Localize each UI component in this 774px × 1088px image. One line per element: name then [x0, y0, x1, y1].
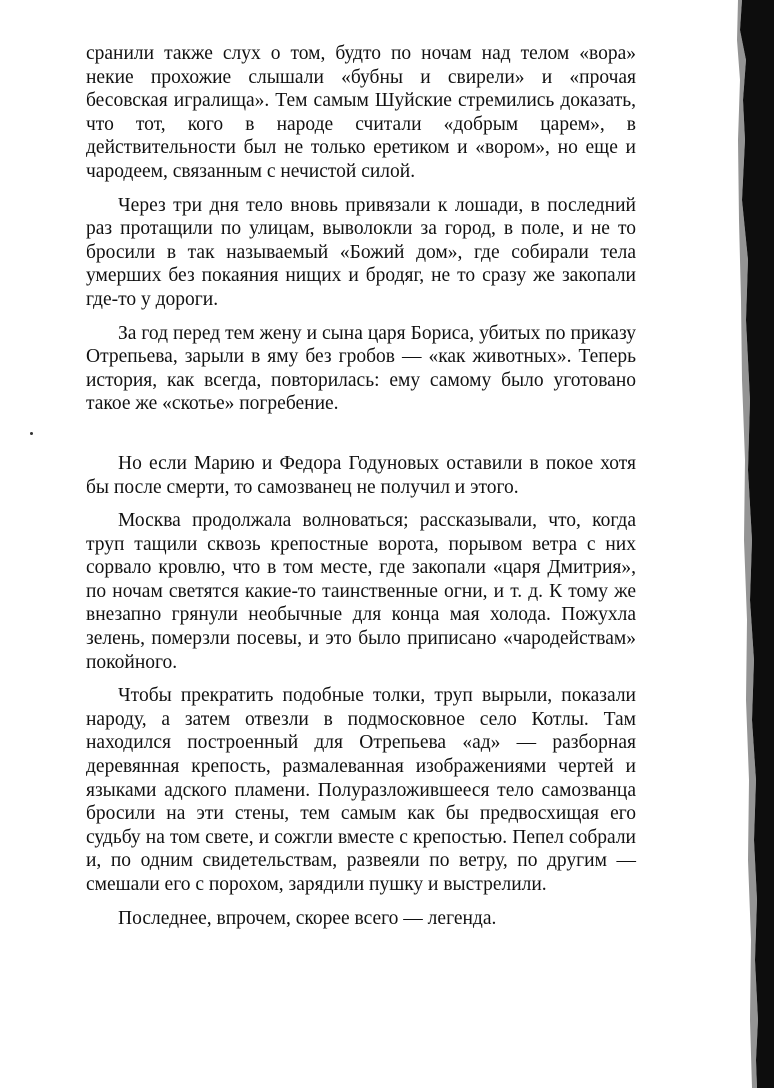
paragraph: Но если Марию и Федора Годуновых оставили в покое хотя бы после смерти, то самозванец не получил и этого. — [86, 452, 636, 498]
paragraph: сранили также слух о том, будто по ночам над телом «вора» некие прохожие слышали «бубны и свирели» и «прочая бесовская игралища». Тем самым Шуйские стремились доказать, что тот, кого в народе считали «добрым царем», в действительности был не только еретиком и «вором», но еще и чародеем, связанным с нечистой силой. — [86, 43, 636, 182]
paragraph: Последнее, впрочем, скорее всего — легенда. — [118, 907, 497, 929]
page-text — [86, 42, 636, 930]
paragraph: Чтобы прекратить подобные толки, труп вырыли, показали народу, а затем отвезли в подмосковное село Котлы. Там находился построенный для Отрепьева «ад» — разборная деревянная крепость, размалеванная изображениями чертей и языками адского пламени. Полуразложившееся тело самозванца бросили на эти стены, тем самым как бы предвосхищая его судьбу на том свете, и сожгли вместе с крепостью. Пепел собрали и, по одним свидетельствам, развеяли по ветру, по другим — смешали его с порохом, зарядили пушку и выстрелили. — [86, 685, 636, 895]
paragraph: Через три дня тело вновь привязали к лошади, в последний раз протащили по улицам, выволокли за город, в поле, и не то бросили в так называемый «Божий дом», где собирали тела умерших без покаяния нищих и бродяг, не то сразу же закопали где-то у дороги. — [86, 194, 636, 310]
paragraph: За год перед тем жену и сына царя Бориса, убитых по приказу Отрепьева, зарыли в яму без гробов — «как животных». Теперь история, как всегда, повторилась: ему самому было уготовано такое же «скотье» погребение. — [86, 322, 636, 415]
section-break — [86, 416, 636, 452]
scan-speck — [30, 432, 33, 435]
binding-shadow — [682, 0, 774, 1088]
paragraph: Москва продолжала волноваться; рассказывали, что, когда труп тащили сквозь крепостные ворота, порывом ветра с них сорвало кровлю, что в том месте, где закопали «царя Дмитрия», по ночам светятся какие-то таинственные огни, и т. д. К тому же внезапно грянули необычные для конца мая холода. Пожухла зелень, померзли посевы, и это было приписано «чародействам» покойного. — [86, 510, 636, 673]
